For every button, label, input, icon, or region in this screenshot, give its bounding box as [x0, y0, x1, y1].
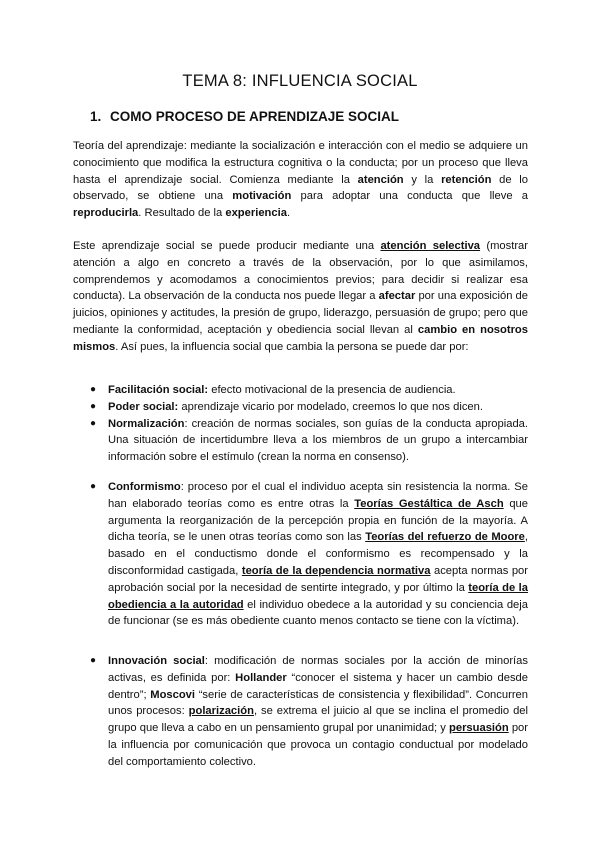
bold-term: Facilitación social: — [108, 384, 209, 396]
underlined-term: polarización — [188, 705, 254, 718]
bold-term: atención — [357, 173, 404, 186]
text-run: : modificación de normas sociales por la acción de minorías activas, es definida por: — [108, 655, 528, 684]
text-run: acepta normas por aprobación social por la necesidad de sentirte integrado, y por último la — [108, 564, 528, 594]
underlined-term: persuasión — [449, 722, 509, 735]
bullet-icon: ● — [90, 481, 97, 492]
list-item — [90, 416, 528, 466]
bullet-icon: ● — [90, 417, 97, 429]
bullet-icon: ● — [90, 400, 97, 412]
text-run: : creación de normas sociales, son guías de la conducta apropiada. Una situación de incertidumbre lleva a los miembros de un grupo a intercambiar información sobre el estímulo (crean la norma en consenso). — [108, 417, 528, 464]
list-item — [90, 399, 528, 416]
text-run: . Resultado de la — [138, 207, 226, 220]
bold-term: retención — [441, 173, 492, 186]
bold-term: reproducirla — [73, 207, 139, 220]
bullet-icon: ● — [90, 384, 97, 395]
text-run: , se extrema el juicio al que se inclina el promedio del grupo que lleva a cabo en un pensamiento grupal por unanimidad; y — [108, 705, 528, 735]
paragraph-learning-theory — [73, 138, 528, 222]
underlined-term: atención selectiva — [380, 240, 481, 252]
bold-term: Normalización — [108, 417, 185, 430]
bold-term: cambio en nosotros mismos — [73, 323, 528, 353]
text-run: el individuo obedece a la autoridad y su conciencia deja de funcionar (se es más obediente cuanto menos contacto se tiene con la víctima). — [108, 598, 528, 628]
text-run: : proceso por el cual el individuo acepta sin resistencia la norma. Se han elaborado teorías como es entre otras la — [108, 481, 528, 510]
text-run: , basado en el conductismo donde el conformismo es recompensado y la disconformidad castigada, — [108, 531, 528, 577]
list-item — [90, 653, 528, 771]
text-run: (mostrar atención a algo en concreto a través de la observación, por lo que asimilamos, comprendemos y acomodamos a conocimientos previos; para decidir si realizar esa conducta). La observación de la conducta nos puede llegar a — [73, 240, 529, 303]
bullet-list-innovacion — [90, 653, 528, 771]
bold-term: Poder social: — [108, 400, 179, 413]
section-title: COMO PROCESO DE APRENDIZAJE SOCIAL — [110, 109, 400, 124]
text-run: . — [286, 207, 291, 220]
list-item — [90, 382, 528, 399]
section-heading — [90, 109, 399, 124]
text-run: . Así pues, la influencia social que cambia la persona se puede dar por: — [115, 340, 469, 353]
bold-term: Conformismo — [108, 481, 181, 493]
bold-term: experiencia — [225, 207, 287, 220]
bold-term: Moscovi — [150, 688, 196, 701]
text-run: “serie de características de consistencia y flexibilidad”. Concurren unos procesos: — [108, 688, 528, 718]
underlined-term: Teorías Gestáltica de Asch — [354, 497, 504, 510]
list-item — [90, 479, 528, 630]
section-number: 1. — [90, 109, 102, 124]
underlined-term: Teorías del refuerzo de Moore — [365, 531, 525, 544]
text-run: que argumenta la reorganización de la percepción propia en función de la mayoría. A dicha teoría, se le unen otras teorías como son las — [108, 497, 529, 544]
text-run: Este aprendizaje social se puede producir mediante una — [73, 240, 381, 252]
bullet-list-conformismo — [90, 479, 528, 630]
text-run: de lo observado, se obtiene una — [73, 173, 528, 203]
document-title: TEMA 8: INFLUENCIA SOCIAL — [182, 72, 418, 90]
text-run: por una exposición de juicios, opiniones y actitudes, la presión de grupo, liderazgo, persuasión de grupo; pero que mediante la conformidad, aceptación y obediencia social llevan al — [73, 290, 528, 336]
underlined-term: teoría de la dependencia normativa — [241, 564, 431, 577]
bullet-icon: ● — [90, 655, 97, 666]
text-run: “conocer el sistema y hacer un cambio desde dentro”; — [108, 671, 528, 701]
text-run: efecto motivacional de la presencia de audiencia. — [208, 384, 456, 396]
bold-term: Innovación social — [108, 655, 205, 667]
text-run: para adoptar una conducta que lleve a — [291, 190, 528, 203]
text-run: aprendizaje vicario por modelado, creemos lo que nos dicen. — [178, 400, 483, 413]
text-run: y la — [403, 173, 442, 186]
text-run: Teoría del aprendizaje: mediante la socialización e interacción con el medio se adquiere un conocimiento que modifica la estructura cognitiva o la conducta; por un proceso que lleva hasta el aprendizaje social. Comienza mediante la — [73, 140, 528, 186]
bullet-list-influence — [90, 382, 528, 466]
text-run: por la influencia por comunicación que provoca un contagio conductual por modelado del comportamiento colectivo. — [108, 722, 528, 768]
bold-term: Hollander — [235, 671, 287, 684]
bold-term: motivación — [232, 190, 292, 203]
bold-term: afectar — [378, 290, 416, 303]
paragraph-selective-attention — [73, 238, 528, 356]
underlined-term: teoría de la obediencia a la autoridad — [108, 581, 528, 611]
